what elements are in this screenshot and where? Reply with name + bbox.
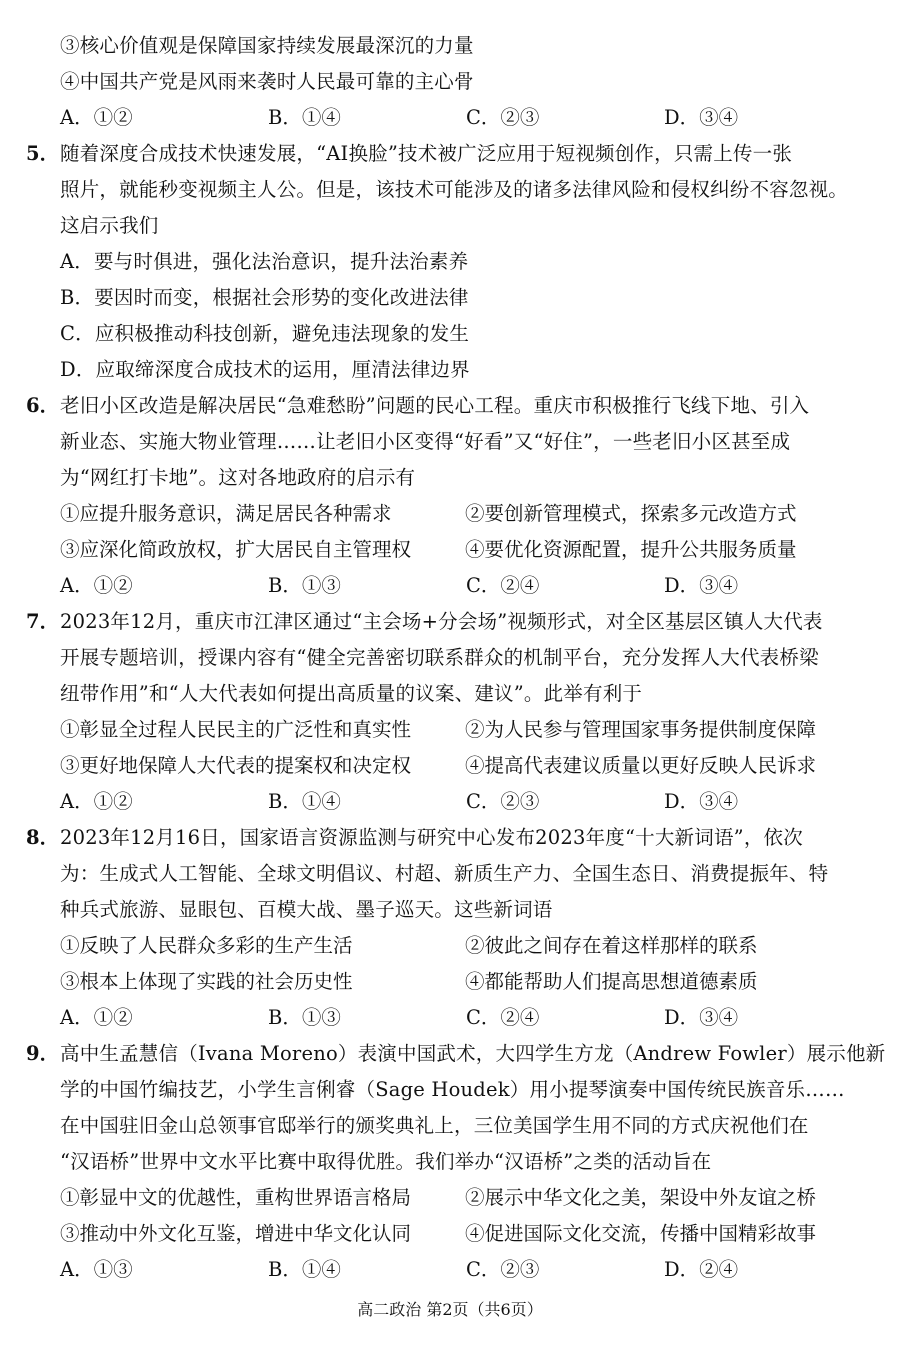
q7-option-c: C．②③ [466, 790, 540, 813]
q5-stem-line: 这启示我们 [60, 214, 159, 237]
q6-stem-line: 新业态、实施大物业管理……让老旧小区变得“好看”又“好住”，一些老旧小区甚至成 [60, 430, 791, 453]
q8-statement-3: ③根本上体现了实践的社会历史性 [60, 970, 353, 993]
q9-statement-2: ②展示中华文化之美，架设中外友谊之桥 [465, 1186, 817, 1209]
q6-option-a: A．①② [60, 574, 133, 597]
q8-option-a: A．①② [60, 1006, 133, 1029]
q9-option-a: A．①③ [60, 1258, 133, 1281]
q9-stem-line: 学的中国竹编技艺，小学生言俐睿（Sage Houdek）用小提琴演奏中国传统民族音乐…… [60, 1078, 845, 1101]
q4-option-a: A．①② [60, 106, 133, 129]
q4-option-b: B．①④ [268, 106, 341, 129]
q4-option-d: D．③④ [664, 106, 739, 129]
q8-option-c: C．②④ [466, 1006, 540, 1029]
q8-option-d: D．③④ [664, 1006, 739, 1029]
q7-statement-2: ②为人民参与管理国家事务提供制度保障 [465, 718, 817, 741]
q9-option-c: C．②③ [466, 1258, 540, 1281]
page-footer: 高二政治 第2页（共6页） [357, 1300, 543, 1319]
q6-statement-3: ③应深化简政放权，扩大居民自主管理权 [60, 538, 412, 561]
q6-option-d: D．③④ [664, 574, 739, 597]
q5-option-a: A．要与时俱进，强化法治意识，提升法治素养 [60, 250, 469, 273]
q7-option-d: D．③④ [664, 790, 739, 813]
q8-option-b: B．①③ [268, 1006, 341, 1029]
q7-stem-line: 纽带作用”和“人大代表如何提出高质量的议案、建议”。此举有利于 [60, 682, 643, 705]
q6-option-b: B．①③ [268, 574, 341, 597]
q7-statement-4: ④提高代表建议质量以更好反映人民诉求 [465, 754, 817, 777]
q5-number: 5． [26, 142, 60, 165]
q5-stem-line: 随着深度合成技术快速发展，“AI换脸”技术被广泛应用于短视频创作，只需上传一张 [60, 142, 793, 165]
q9-stem-line: 在中国驻旧金山总领事官邸举行的颁奖典礼上，三位美国学生用不同的方式庆祝他们在 [60, 1114, 809, 1137]
q6-number: 6． [26, 394, 60, 417]
q5-stem-line: 照片，就能秒变视频主人公。但是，该技术可能涉及的诸多法律风险和侵权纠纷不容忽视。 [60, 178, 849, 201]
q9-stem-line: “汉语桥”世界中文水平比赛中取得优胜。我们举办“汉语桥”之类的活动旨在 [60, 1150, 712, 1173]
q4-statement-4: ④中国共产党是风雨来袭时人民最可靠的主心骨 [60, 70, 474, 93]
q5-option-d: D．应取缔深度合成技术的运用，厘清法律边界 [60, 358, 470, 381]
q9-number: 9． [26, 1042, 60, 1065]
q8-stem-line: 种兵式旅游、显眼包、百模大战、墨子巡天。这些新词语 [60, 898, 553, 921]
q8-statement-4: ④都能帮助人们提高思想道德素质 [465, 970, 758, 993]
q9-statement-3: ③推动中外文化互鉴，增进中华文化认同 [60, 1222, 412, 1245]
q9-statement-1: ①彰显中文的优越性，重构世界语言格局 [60, 1186, 412, 1209]
q7-stem-line: 开展专题培训，授课内容有“健全完善密切联系群众的机制平台，充分发挥人大代表桥梁 [60, 646, 819, 669]
q9-option-d: D．②④ [664, 1258, 739, 1281]
q8-statement-2: ②彼此之间存在着这样那样的联系 [465, 934, 758, 957]
q6-option-c: C．②④ [466, 574, 540, 597]
q6-statement-2: ②要创新管理模式，探索多元改造方式 [465, 502, 797, 525]
q9-statement-4: ④促进国际文化交流，传播中国精彩故事 [465, 1222, 817, 1245]
q6-stem-line: 为“网红打卡地”。这对各地政府的启示有 [60, 466, 416, 489]
q9-option-b: B．①④ [268, 1258, 341, 1281]
q5-option-c: C．应积极推动科技创新，避免违法现象的发生 [60, 322, 470, 345]
q6-statement-4: ④要优化资源配置，提升公共服务质量 [465, 538, 797, 561]
q7-statement-1: ①彰显全过程人民民主的广泛性和真实性 [60, 718, 412, 741]
q5-option-b: B．要因时而变，根据社会形势的变化改进法律 [60, 286, 469, 309]
q9-stem-line: 高中生孟慧信（Ivana Moreno）表演中国武术，大四学生方龙（Andrew Fowler）展示他新 [60, 1042, 886, 1065]
q7-stem-line: 2023年12月，重庆市江津区通过“主会场+分会场”视频形式，对全区基层区镇人大代表 [60, 610, 823, 633]
q6-stem-line: 老旧小区改造是解决居民“急难愁盼”问题的民心工程。重庆市积极推行飞线下地、引入 [60, 394, 810, 417]
q7-statement-3: ③更好地保障人大代表的提案权和决定权 [60, 754, 412, 777]
q6-statement-1: ①应提升服务意识，满足居民各种需求 [60, 502, 392, 525]
q4-option-c: C．②③ [466, 106, 540, 129]
q4-statement-3: ③核心价值观是保障国家持续发展最深沉的力量 [60, 34, 474, 57]
q8-stem-line: 为：生成式人工智能、全球文明倡议、村超、新质生产力、全国生态日、消费提振年、特 [60, 862, 829, 885]
q7-number: 7． [26, 610, 60, 633]
q7-option-b: B．①④ [268, 790, 341, 813]
q8-statement-1: ①反映了人民群众多彩的生产生活 [60, 934, 353, 957]
q8-stem-line: 2023年12月16日，国家语言资源监测与研究中心发布2023年度“十大新词语”，依次 [60, 826, 803, 849]
q8-number: 8． [26, 826, 60, 849]
q7-option-a: A．①② [60, 790, 133, 813]
